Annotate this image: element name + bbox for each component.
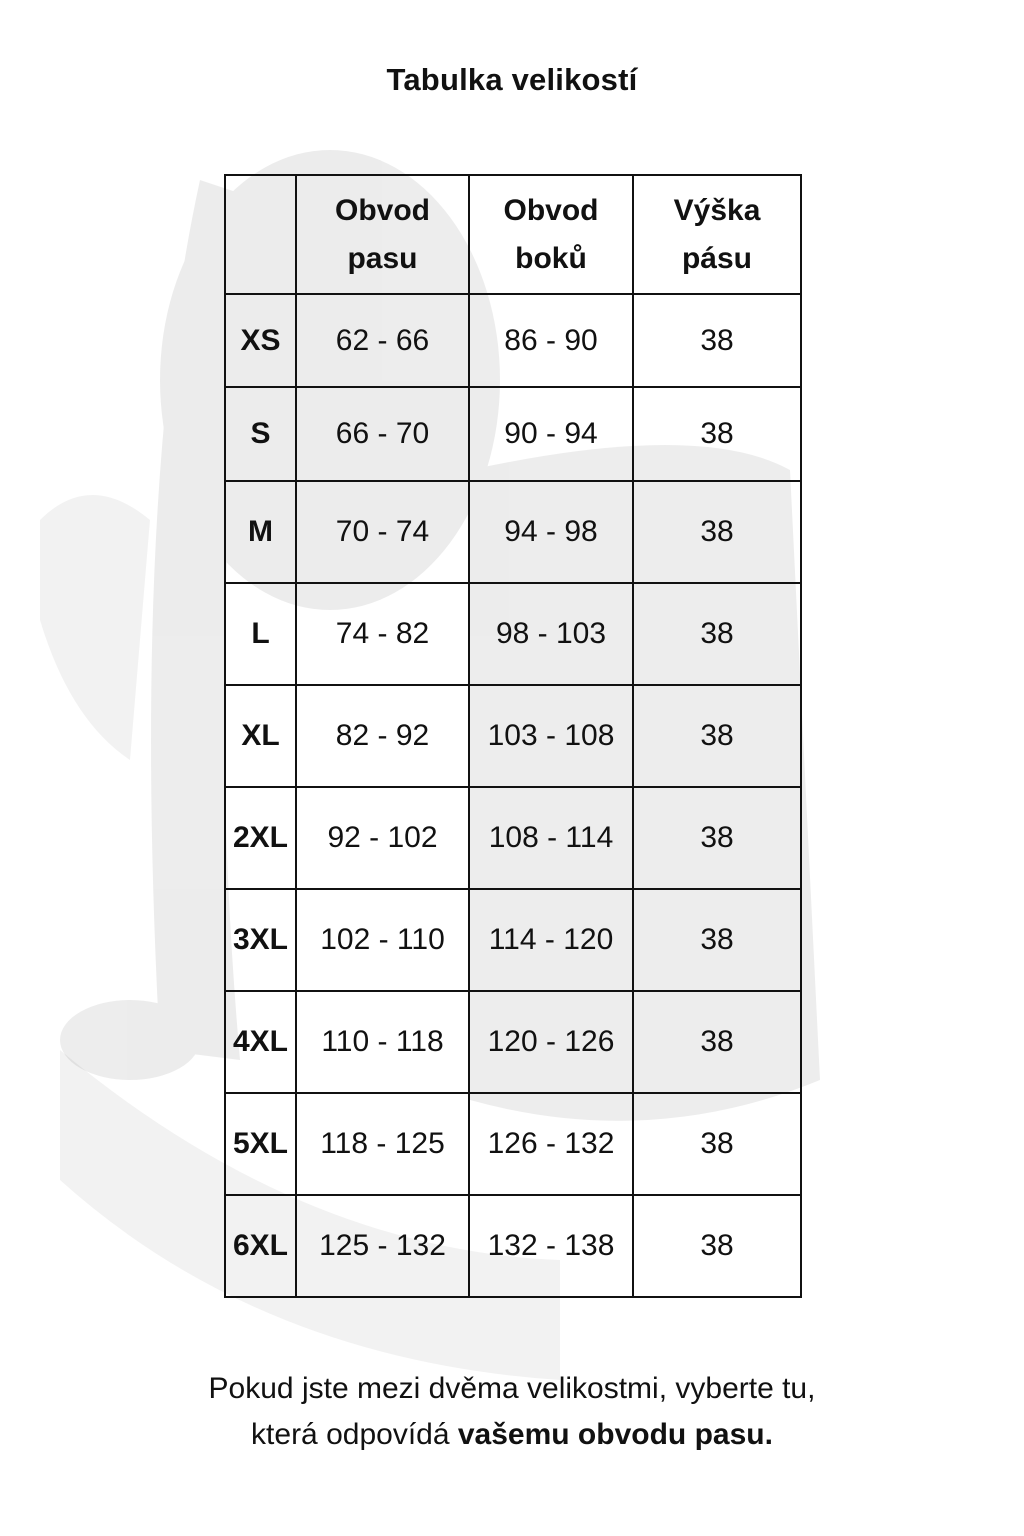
waist-cell: 82 - 92	[296, 685, 469, 787]
height-cell: 38	[633, 1093, 801, 1195]
table-row	[225, 1093, 801, 1195]
note-line2-normal: která odpovídá	[251, 1418, 458, 1451]
hips-cell: 108 - 114	[469, 787, 633, 889]
size-table	[224, 174, 802, 1298]
height-cell: 38	[633, 583, 801, 685]
size-cell: XL	[225, 685, 296, 787]
header-hips	[469, 175, 633, 294]
height-cell: 38	[633, 685, 801, 787]
table-row	[225, 1195, 801, 1297]
table-row	[225, 294, 801, 387]
waist-cell: 74 - 82	[296, 583, 469, 685]
waist-cell: 92 - 102	[296, 787, 469, 889]
hips-cell: 120 - 126	[469, 991, 633, 1093]
table-row	[225, 991, 801, 1093]
waist-cell: 62 - 66	[296, 294, 469, 387]
table-row	[225, 685, 801, 787]
table-row	[225, 787, 801, 889]
size-cell: 2XL	[225, 787, 296, 889]
waist-cell: 66 - 70	[296, 387, 469, 481]
size-cell: S	[225, 387, 296, 481]
waist-cell: 102 - 110	[296, 889, 469, 991]
note-line2-bold: vašemu obvodu pasu.	[457, 1418, 773, 1451]
hips-cell: 94 - 98	[469, 481, 633, 583]
header-height-line2: pásu	[681, 241, 753, 275]
height-cell: 38	[633, 387, 801, 481]
height-cell: 38	[633, 889, 801, 991]
header-height-line1: Výška	[673, 193, 761, 227]
waist-cell: 70 - 74	[296, 481, 469, 583]
hips-cell: 90 - 94	[469, 387, 633, 481]
hips-cell: 86 - 90	[469, 294, 633, 387]
header-waist-line2: pasu	[347, 241, 418, 275]
hips-cell: 103 - 108	[469, 685, 633, 787]
hips-cell: 114 - 120	[469, 889, 633, 991]
hips-cell: 98 - 103	[469, 583, 633, 685]
note-line1: Pokud jste mezi dvěma velikostmi, vyberte tu,	[208, 1372, 816, 1405]
table-row	[225, 583, 801, 685]
hips-cell: 132 - 138	[469, 1195, 633, 1297]
height-cell: 38	[633, 294, 801, 387]
size-cell: M	[225, 481, 296, 583]
waist-cell: 110 - 118	[296, 991, 469, 1093]
waist-cell: 118 - 125	[296, 1093, 469, 1195]
table-row	[225, 481, 801, 583]
size-cell: 5XL	[225, 1093, 296, 1195]
table-header-row	[225, 175, 801, 294]
size-cell: 6XL	[225, 1195, 296, 1297]
header-hips-line1: Obvod	[503, 193, 599, 227]
height-cell: 38	[633, 1195, 801, 1297]
note-line2	[0, 1412, 1024, 1458]
size-cell: L	[225, 583, 296, 685]
size-cell: 4XL	[225, 991, 296, 1093]
page-title: Tabulka velikostí	[386, 62, 638, 97]
header-empty	[225, 175, 296, 294]
table-row	[225, 387, 801, 481]
header-height	[633, 175, 801, 294]
height-cell: 38	[633, 481, 801, 583]
height-cell: 38	[633, 787, 801, 889]
table-row	[225, 889, 801, 991]
hips-cell: 126 - 132	[469, 1093, 633, 1195]
header-hips-line2: boků	[515, 241, 587, 275]
size-cell: XS	[225, 294, 296, 387]
size-cell: 3XL	[225, 889, 296, 991]
height-cell: 38	[633, 991, 801, 1093]
waist-cell: 125 - 132	[296, 1195, 469, 1297]
header-waist-line1: Obvod	[335, 193, 430, 227]
header-waist	[296, 175, 469, 294]
size-advice-note	[0, 1366, 1024, 1458]
